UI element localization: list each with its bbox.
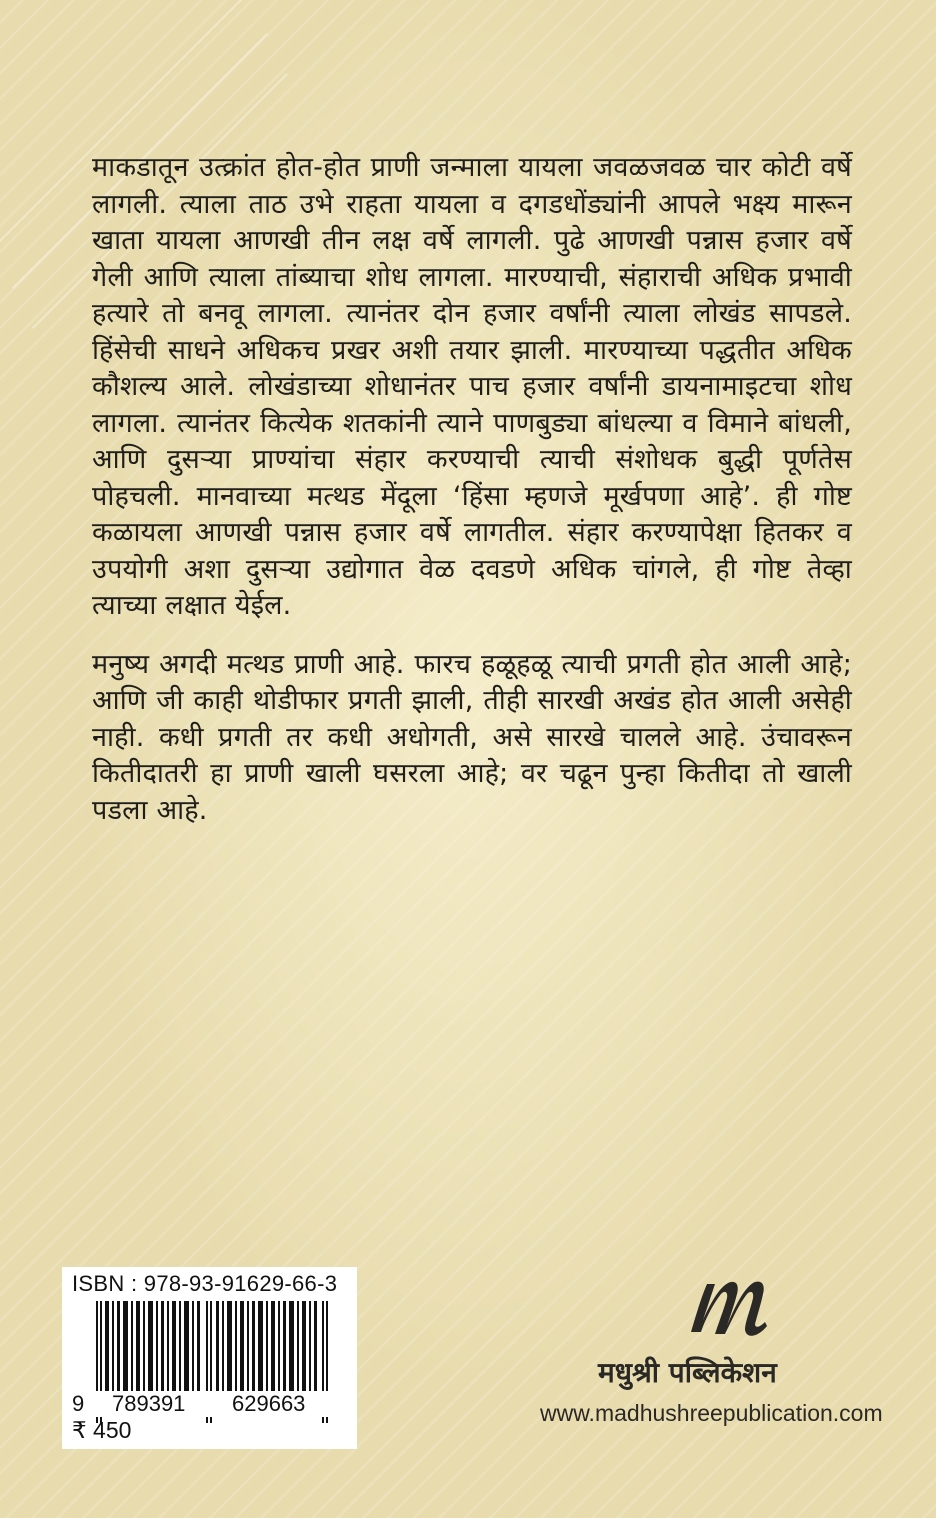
isbn-barcode-sticker	[62, 1267, 357, 1449]
barcode-digits-group-2: 629663	[232, 1391, 306, 1416]
publisher-logo-icon	[685, 1262, 775, 1342]
publisher-url: www.madhushreepublication.com	[540, 1400, 883, 1426]
barcode-digit-lead: 9	[72, 1391, 85, 1416]
price: ₹ 450	[72, 1417, 132, 1443]
barcode-digits-group-1: 789391	[112, 1391, 186, 1416]
isbn-label: ISBN : 978-93-91629-66-3	[72, 1271, 338, 1296]
blurb-paragraph-2: मनुष्य अगदी मत्थड प्राणी आहे. फारच हळूहळू त्याची प्रगती होत आली आहे; आणि जी काही थोडीफार प्रगती झाली, तीही सारखी अखंड होत आली असेही नाही. कधी प्रगती तर कधी अधोगती, असे सारखे चालले आहे. उंचावरून कितीदातरी हा प्राणी खाली घसरला आहे; वर चढून पुन्हा कितीदा तो खाली पडला आहे.	[92, 648, 852, 826]
back-cover-blurb	[92, 150, 852, 851]
barcode-digits	[72, 1391, 352, 1417]
publisher-name: मधुश्री पब्लिकेशन	[598, 1356, 777, 1389]
blurb-paragraph-1: माकडातून उत्क्रांत होत-होत प्राणी जन्माला यायला जवळजवळ चार कोटी वर्षे लागली. त्याला ताठ उभे राहता यायला व दगडधोंड्यांनी आपले भक्ष्य मारून खाता यायला आणखी तीन लक्ष वर्षे लागली. पुढे आणखी पन्नास हजार वर्षे गेली आणि त्याला तांब्याचा शोध लागला. मारण्याची, संहाराची अधिक प्रभावी हत्यारे तो बनवू लागला. त्यानंतर दोन हजार वर्षांनी त्याला लोखंड सापडले. हिंसेची साधने अधिकच प्रखर अशी तयार झाली. मारण्याच्या पद्धतीत अधिक कौशल्य आले. लोखंडाच्या शोधानंतर पाच हजार वर्षांनी डायनामाइटचा शोध लागला. त्यानंतर कित्येक शतकांनी त्याने पाणबुड्या बांधल्या व विमाने बांधली, आणि दुसऱ्या प्राण्यांचा संहार करण्याची त्याची संशोधक बुद्धी पूर्णतेस पोहचली. मानवाच्या मत्थड मेंदूला ‘हिंसा म्हणजे मूर्खपणा आहे’. ही गोष्ट कळायला आणखी पन्नास हजार वर्षे लागतील. संहार करण्यापेक्षा हितकर व उपयोगी अशा दुसऱ्या उद्योगात वेळ दवडणे अधिक चांगले, ही गोष्ट तेव्हा त्याच्या लक्षात येईल.	[92, 152, 852, 621]
